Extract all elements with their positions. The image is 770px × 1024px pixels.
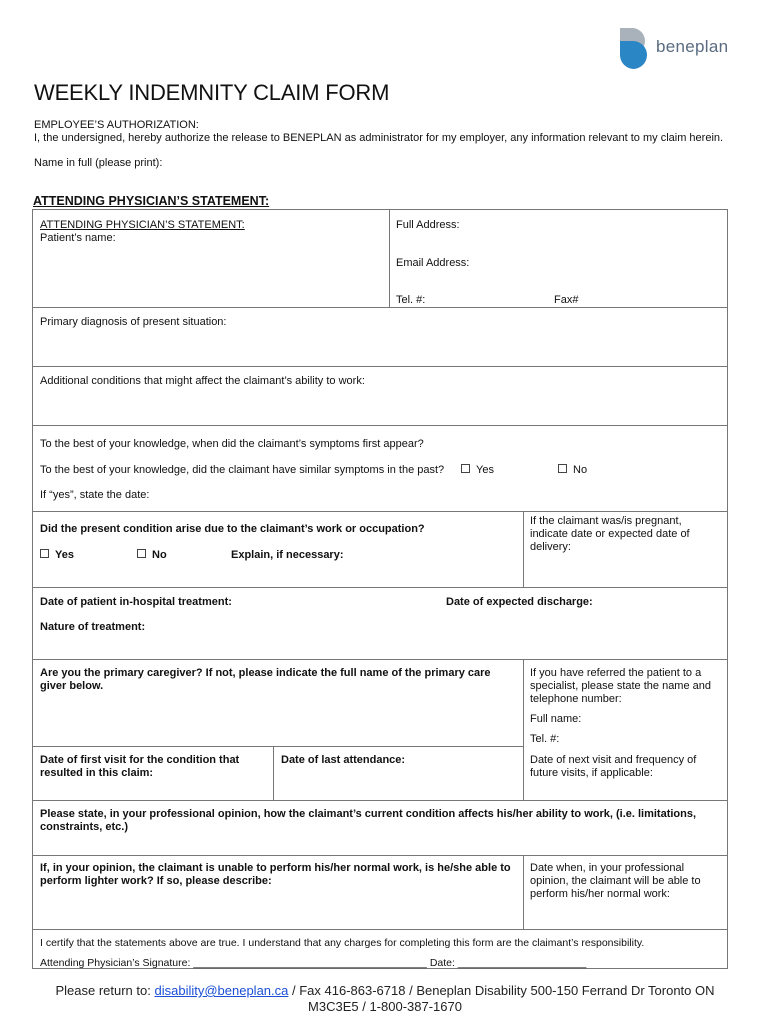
footer-line-2: M3C3E5 / 1-800-387-1670 <box>308 999 462 1014</box>
similar-no-option[interactable] <box>558 464 587 477</box>
work-no-option[interactable] <box>137 549 167 562</box>
next-visit-label[interactable]: Date of next visit and frequency of future visits, if applicable: <box>530 754 697 779</box>
return-email-link[interactable]: disability@beneplan.ca <box>154 983 289 998</box>
divider <box>33 659 727 660</box>
email-address-label[interactable]: Email Address: <box>396 257 470 269</box>
certify-text: I certify that the statements above are true. I understand that any charges for completing this form are the claimant’s responsibility. <box>40 937 645 949</box>
divider <box>273 746 274 800</box>
discharge-label[interactable]: Date of expected discharge: <box>446 596 593 608</box>
page-title: WEEKLY INDEMNITY CLAIM FORM <box>34 80 390 105</box>
in-hospital-label[interactable]: Date of patient in-hospital treatment: <box>40 596 232 608</box>
opinion-label[interactable]: Please state, in your professional opinion, how the claimant’s current condition affects his/her ability to work, (i.e. limitations, constraints, etc.) <box>40 808 697 833</box>
divider <box>523 511 524 587</box>
footer-prefix: Please return to: <box>55 983 151 998</box>
brand-name: beneplan <box>656 37 729 56</box>
similar-symptoms-label: To the best of your knowledge, did the claimant have similar symptoms in the past? <box>40 464 445 476</box>
similar-yes-label: Yes <box>476 464 494 476</box>
full-address-label[interactable]: Full Address: <box>396 219 460 231</box>
divider <box>33 855 727 856</box>
divider <box>33 746 523 747</box>
work-no-label: No <box>152 549 167 561</box>
divider <box>389 210 390 307</box>
beneplan-logo-icon <box>618 27 648 70</box>
caregiver-question[interactable]: Are you the primary caregiver? If not, please indicate the full name of the primary care giver below. <box>40 667 491 692</box>
tel-label[interactable]: Tel. #: <box>396 294 426 306</box>
explain-label[interactable]: Explain, if necessary: <box>231 549 344 561</box>
divider <box>33 587 727 588</box>
pregnancy-label[interactable]: If the claimant was/is pregnant, indicate date or expected date of delivery: <box>530 515 690 553</box>
checkbox-icon[interactable] <box>137 549 146 558</box>
nature-of-treatment-label[interactable]: Nature of treatment: <box>40 621 146 633</box>
similar-no-label: No <box>573 464 588 476</box>
signature-line[interactable]: Attending Physician’s Signature: ________________________________________ Date: ______________________ <box>40 957 587 969</box>
diagnosis-label[interactable]: Primary diagnosis of present situation: <box>40 316 227 328</box>
divider <box>523 659 524 800</box>
divider <box>33 929 727 930</box>
divider <box>33 425 727 426</box>
specialist-label: If you have referred the patient to a specialist, please state the name and telephone number: <box>530 667 712 705</box>
checkbox-icon[interactable] <box>461 464 470 473</box>
if-yes-date-label[interactable]: If “yes”, state the date: <box>40 489 150 501</box>
checkbox-icon[interactable] <box>558 464 567 473</box>
patient-name-label[interactable]: Patient’s name: <box>40 232 116 244</box>
specialist-tel-label[interactable]: Tel. #: <box>530 733 560 745</box>
work-yes-option[interactable] <box>40 549 74 562</box>
footer-line-1 <box>0 983 770 999</box>
physician-form <box>32 209 728 969</box>
specialist-full-name-label[interactable]: Full name: <box>530 713 582 725</box>
footer-contact: / Fax 416-863-6718 / Beneplan Disability 500-150 Ferrand Dr Toronto ON <box>292 983 715 998</box>
name-in-full-label[interactable]: Name in full (please print): <box>34 157 163 169</box>
logo-bottom-shape <box>620 41 647 69</box>
first-visit-label[interactable]: Date of first visit for the condition that resulted in this claim: <box>40 754 240 779</box>
work-related-question: Did the present condition arise due to the claimant’s work or occupation? <box>40 523 425 535</box>
additional-conditions-label[interactable]: Additional conditions that might affect the claimant’s ability to work: <box>40 375 365 387</box>
divider <box>33 366 727 367</box>
last-attendance-label[interactable]: Date of last attendance: <box>281 754 406 766</box>
authorization-text: I, the undersigned, hereby authorize the release to BENEPLAN as administrator for my employer, any information relevant to my claim herein. <box>34 132 724 144</box>
return-date-label[interactable]: Date when, in your professional opinion, the claimant will be able to perform his/her normal work: <box>530 862 701 900</box>
work-yes-label: Yes <box>55 549 74 561</box>
fax-label[interactable]: Fax# <box>554 294 579 306</box>
section-heading: ATTENDING PHYSICIAN’S STATEMENT: <box>33 194 270 208</box>
lighter-work-label[interactable]: If, in your opinion, the claimant is unable to perform his/her normal work, is he/she able to perform lighter work? If so, please describe: <box>40 862 511 887</box>
authorization-heading: EMPLOYEE’S AUTHORIZATION: <box>34 119 199 131</box>
similar-yes-option[interactable] <box>461 464 494 477</box>
checkbox-icon[interactable] <box>40 549 49 558</box>
footer <box>0 983 770 1015</box>
divider <box>33 307 727 308</box>
divider <box>523 855 524 929</box>
divider <box>33 511 727 512</box>
box-heading: ATTENDING PHYSICIAN’S STATEMENT: <box>40 219 245 231</box>
symptoms-first-appear-label[interactable]: To the best of your knowledge, when did the claimant’s symptoms first appear? <box>40 438 424 450</box>
divider <box>33 800 727 801</box>
